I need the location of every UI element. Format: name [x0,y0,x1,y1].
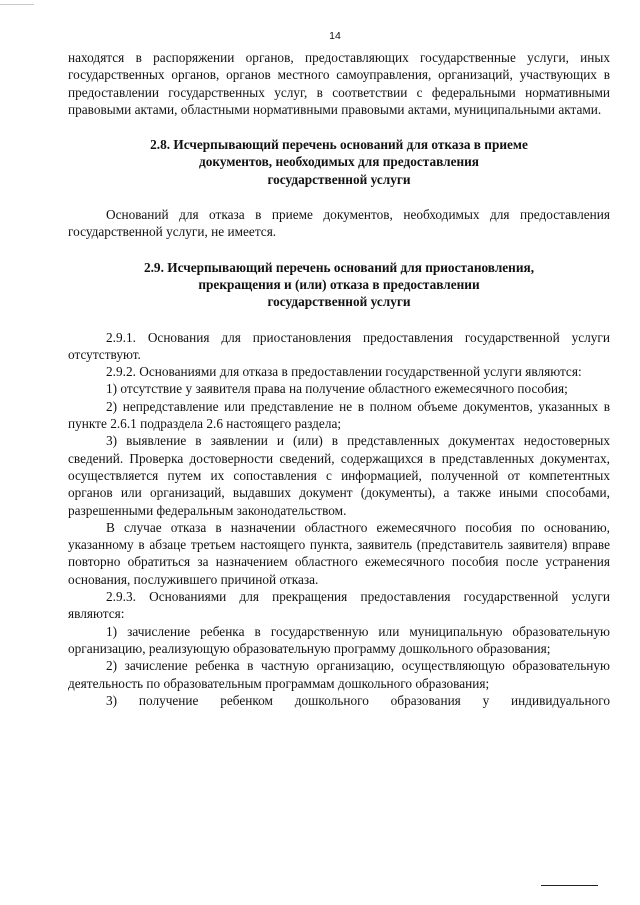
paragraph-2-9-3: 2.9.3. Основаниями для прекращения предоставления государственной услуги являются: [68,589,610,622]
list-item-2-9-2-1: 1) отсутствие у заявителя права на получение областного ежемесячного пособия; [106,381,568,397]
list-item-2-9-2-2: 2) непредставление или представление не в полном объеме документов, указанных в пункте 2.6.1 подраздела 2.6 настоящего раздела; [68,398,610,432]
list-item-2-9-3-3: 3) получение ребенком дошкольного образования у индивидуального [106,692,610,708]
document-body [68,49,610,709]
list-item-2-9-2-3: 3) выявление в заявлении и (или) в представленных документах недостоверных сведений. Проверка достоверности сведений, содержащихся в представленных документах, осуществляется путем их сопоставления с информацией, полученной от компетентных органов или организаций, выдавших документ (документы), а также иными способами, разрешенными федеральным законодательством. [68,433,610,518]
section-2-9-heading-line: прекращения и (или) отказа в предоставлении [198,276,480,292]
section-2-8-heading-line: государственной услуги [267,171,411,187]
section-2-8-heading-line: документов, необходимых для предоставления [199,154,479,170]
intro-paragraph: находятся в распоряжении органов, предоставляющих государственные услуги, иных государственных органов, органов местного самоуправления, организаций, участвующих в предоставлении государственных услуг, в соответствии с федеральными нормативными правовыми актами, областными нормативными правовыми актами, муниципальными актами. [68,50,610,117]
bottom-edge-rule [541,885,598,886]
section-2-9-heading [68,259,610,311]
list-item-2-9-3-2: 2) зачисление ребенка в частную организацию, осуществляющую образовательную деятельность по образовательным программам дошкольного образования; [68,658,610,691]
refusal-note-paragraph: В случае отказа в назначении областного ежемесячного пособия по основанию, указанному в абзаце третьем настоящего пункта, заявитель (представитель заявителя) вправе повторно обратиться за назначением областного ежемесячного пособия после устранения основания, послужившего причиной отказа. [68,519,610,587]
section-2-8-body: Оснований для отказа в приеме документов, необходимых для предоставления государственной услуги, не имеется. [68,207,610,240]
top-edge-rule [0,4,34,5]
section-2-8-heading-line: 2.8. Исчерпывающий перечень оснований для отказа в приеме [150,137,528,153]
list-item-2-9-3-1: 1) зачисление ребенка в государственную или муниципальную образовательную организацию, реализующую образовательную программу дошкольного образования; [68,623,610,656]
paragraph-2-9-1: 2.9.1. Основания для приостановления предоставления государственной услуги отсутствуют. [68,329,610,362]
section-2-9-heading-line: государственной услуги [267,294,411,310]
page-number: 14 [329,30,341,42]
section-2-8-heading [68,136,610,188]
paragraph-2-9-2: 2.9.2. Основаниями для отказа в предоставлении государственной услуги являются: [106,364,582,380]
section-2-9-heading-line: 2.9. Исчерпывающий перечень оснований для приостановления, [143,259,535,275]
